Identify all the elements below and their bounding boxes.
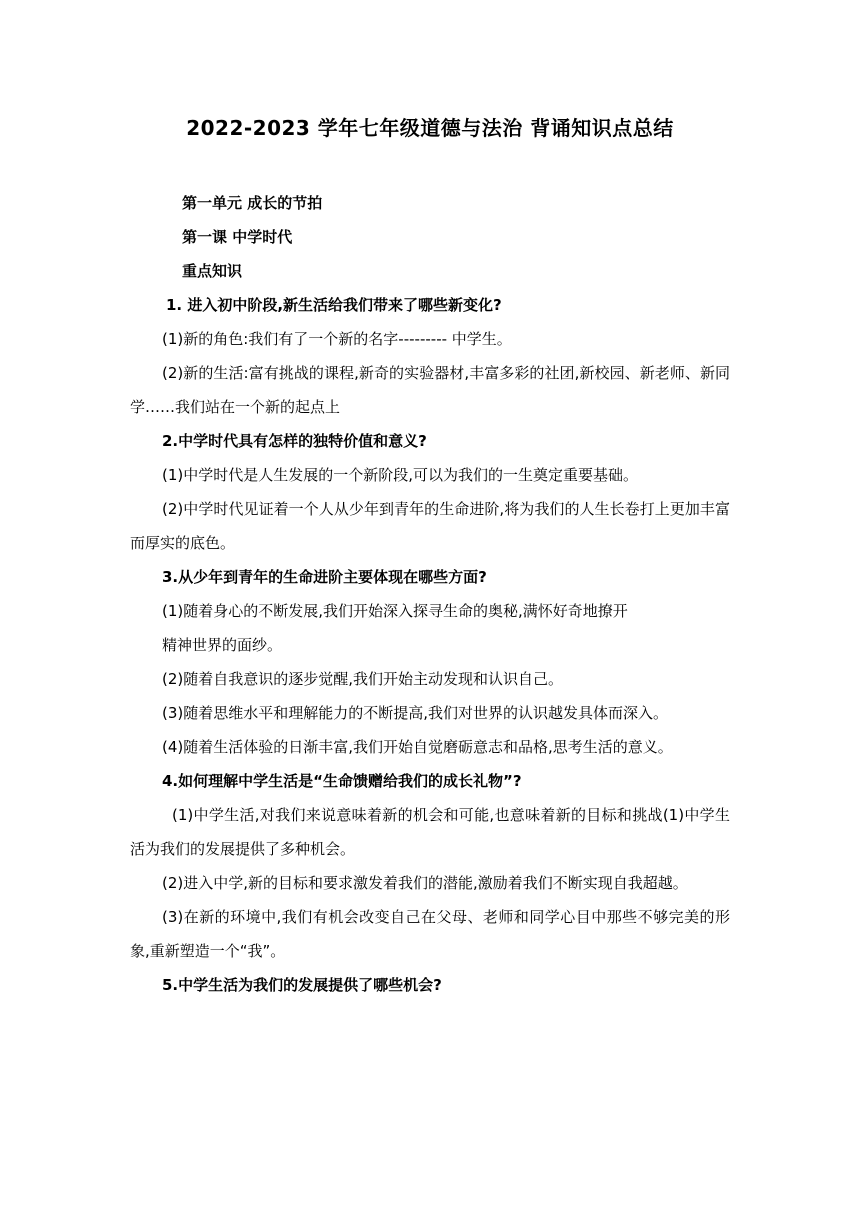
answer-2-2: (2)中学时代见证着一个人从少年到青年的生命进阶,将为我们的人生长卷打上更加丰富而厚实的底色。 bbox=[130, 500, 730, 552]
answer-3-1-line-2: 精神世界的面纱。 bbox=[162, 636, 283, 654]
question-2: 2.中学时代具有怎样的独特价值和意义? bbox=[162, 432, 427, 450]
answer-3-1-line-1: (1)随着身心的不断发展,我们开始深入探寻生命的奥秘,满怀好奇地撩开 bbox=[162, 602, 628, 620]
unit-heading: 第一单元 成长的节拍 bbox=[182, 194, 323, 212]
answer-3-3: (3)随着思维水平和理解能力的不断提高,我们对世界的认识越发具体而深入。 bbox=[162, 704, 669, 722]
document-body bbox=[130, 186, 730, 1002]
answer-4-2: (2)进入中学,新的目标和要求激发着我们的潜能,激励着我们不断实现自我超越。 bbox=[162, 874, 688, 892]
answer-1-2: (2)新的生活:富有挑战的课程,新奇的实验器材,丰富多彩的社团,新校园、新老师、新同学……我们站在一个新的起点上 bbox=[130, 364, 730, 416]
answer-4-1: (1)中学生活,对我们来说意味着新的机会和可能,也意味着新的目标和挑战(1)中学生活为我们的发展提供了多种机会。 bbox=[130, 806, 730, 858]
answer-3-2: (2)随着自我意识的逐步觉醒,我们开始主动发现和认识自己。 bbox=[162, 670, 564, 688]
answer-1-1: (1)新的角色:我们有了一个新的名字--------- 中学生。 bbox=[162, 330, 512, 348]
lesson-heading: 第一课 中学时代 bbox=[182, 228, 293, 246]
question-5: 5.中学生活为我们的发展提供了哪些机会? bbox=[162, 976, 442, 994]
question-3: 3.从少年到青年的生命进阶主要体现在哪些方面? bbox=[162, 568, 487, 586]
question-4: 4.如何理解中学生活是“生命馈赠给我们的成长礼物”? bbox=[162, 772, 522, 790]
section-heading: 重点知识 bbox=[182, 262, 243, 280]
answer-4-3: (3)在新的环境中,我们有机会改变自己在父母、老师和同学心目中那些不够完美的形象,重新塑造一个“我”。 bbox=[130, 908, 730, 960]
answer-2-1: (1)中学时代是人生发展的一个新阶段,可以为我们的一生奠定重要基础。 bbox=[162, 466, 639, 484]
document-title: 2022-2023 学年七年级道德与法治 背诵知识点总结 bbox=[186, 116, 674, 140]
answer-3-4: (4)随着生活体验的日渐丰富,我们开始自觉磨砺意志和品格,思考生活的意义。 bbox=[162, 738, 673, 756]
question-1: 1. 进入初中阶段,新生活给我们带来了哪些新变化? bbox=[166, 296, 502, 314]
